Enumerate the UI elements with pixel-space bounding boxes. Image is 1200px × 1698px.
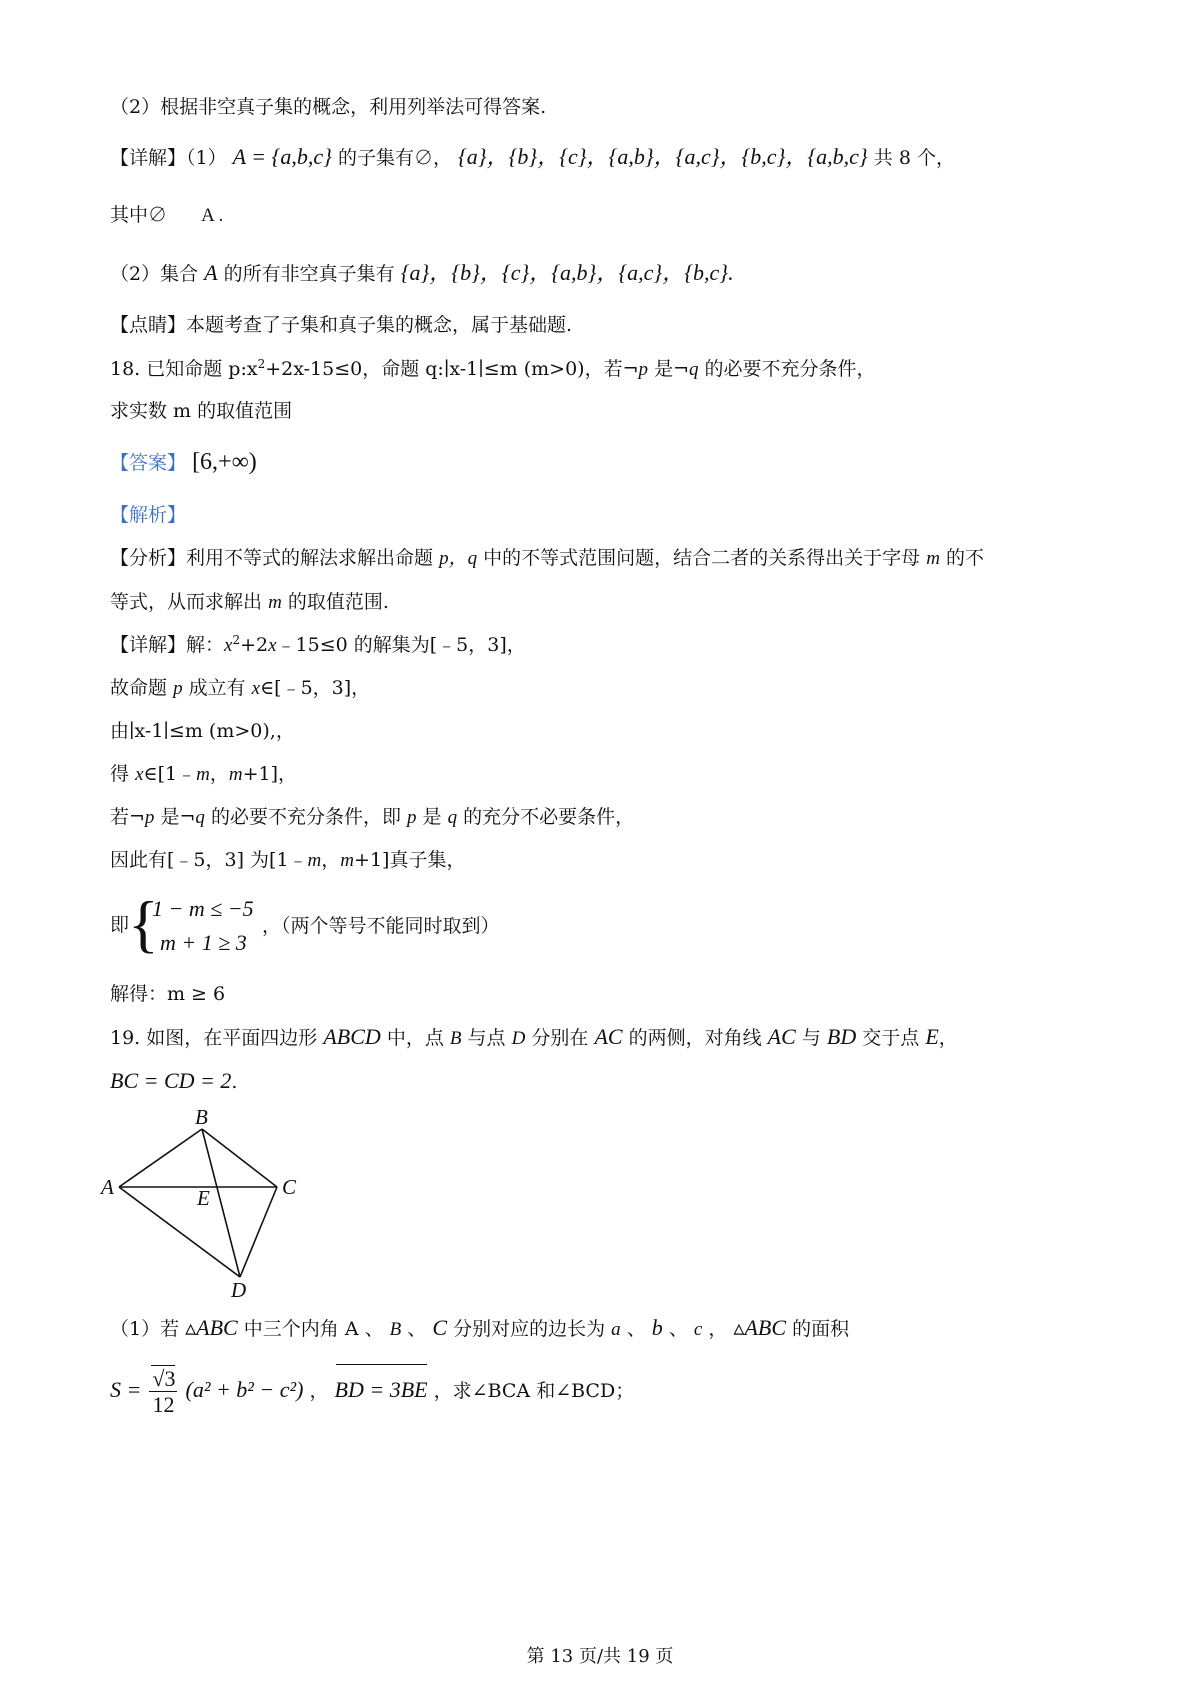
text: 的子集有∅，	[337, 147, 452, 169]
label-e: E	[197, 1186, 210, 1210]
text: ，求∠BCA 和∠BCD；	[433, 1380, 635, 1402]
sqrt: √3	[152, 1365, 176, 1391]
text: 的面积	[792, 1318, 850, 1340]
math: {a}，{b}，{c}，{a,b}，{a,c}，{b,c}，{a,b,c}	[458, 144, 868, 169]
math: (a² + b² − c²)	[185, 1377, 304, 1402]
text: 与点	[467, 1027, 506, 1049]
text-line: 由∣x-1∣≤m (m>0),，	[110, 720, 295, 742]
math: B	[389, 1319, 402, 1340]
text-line	[110, 802, 634, 833]
text: 中，点	[386, 1027, 444, 1049]
text: 的必要不充分条件，即	[210, 806, 401, 828]
fraction	[149, 1367, 177, 1418]
page-footer: 第 13 页/共 19 页	[526, 1646, 674, 1667]
text: A .	[201, 205, 224, 226]
math: BD	[826, 1024, 857, 1049]
math: m	[228, 764, 243, 785]
text: 因此有[﹣5，3] 为[1﹣	[110, 849, 308, 871]
text: 成立有	[188, 677, 246, 699]
text: 中三个内角 A 、	[243, 1318, 384, 1340]
text: +2x-15≤0，命题 q:∣x-1∣≤m (m>0)，若¬	[265, 358, 639, 380]
text: ﹣15≤0 的解集为[﹣5，3]，	[276, 634, 526, 656]
math: ▵ABC	[733, 1315, 787, 1340]
brace-icon: {	[128, 888, 159, 959]
text: 的所有非空真子集有	[223, 263, 395, 285]
edge-bc	[202, 1129, 277, 1187]
math: m	[340, 850, 355, 871]
text: +1]真子集，	[354, 849, 466, 871]
text: 故命题	[110, 677, 168, 699]
text: ∈[﹣5，3]，	[260, 677, 371, 699]
answer-label: 【答案】	[110, 452, 187, 474]
analysis-label: 【解析】	[110, 504, 187, 526]
label-c: C	[282, 1175, 297, 1199]
text: 19. 如图，在平面四边形	[110, 1027, 318, 1049]
text-line	[110, 200, 223, 231]
text-line	[110, 1313, 849, 1345]
math: q	[447, 807, 458, 828]
math: AC	[594, 1024, 623, 1049]
math: AC	[767, 1024, 796, 1049]
math: m	[926, 548, 940, 569]
math: S =	[110, 1377, 142, 1402]
math: q	[195, 807, 205, 828]
math: x	[224, 635, 233, 656]
math: m	[196, 764, 210, 785]
text: （1）若	[110, 1318, 180, 1340]
math: a	[611, 1319, 621, 1340]
math: B	[449, 1028, 462, 1049]
text: 等式，从而求解出	[110, 591, 263, 613]
text: 【分析】利用不等式的解法求解出命题	[110, 547, 434, 569]
edge-da	[119, 1187, 240, 1277]
text: ，	[708, 1318, 728, 1340]
math: A	[204, 260, 218, 285]
text: +1]，	[242, 763, 297, 785]
vector-equation: BD = 3BE	[335, 1362, 428, 1418]
math: E	[925, 1024, 939, 1049]
math: ▵ABC	[185, 1315, 238, 1340]
answer-value: [6,+∞)	[192, 449, 257, 475]
question-18	[110, 354, 876, 385]
text: 是	[422, 806, 442, 828]
math: ABCD	[323, 1024, 381, 1049]
math: D	[511, 1028, 526, 1049]
text: 是¬	[654, 358, 689, 380]
edge-ab	[119, 1129, 202, 1187]
text: 是¬	[160, 806, 196, 828]
text: 若¬	[110, 806, 145, 828]
text: 、	[626, 1318, 646, 1340]
math: m + 1 ≥ 3	[160, 930, 247, 955]
text-line	[110, 759, 297, 790]
text: 即	[110, 914, 130, 936]
text-line	[110, 587, 389, 618]
superscript: 2	[257, 357, 266, 371]
math: {a}，{b}，{c}，{a,b}，{a,c}，{b,c}.	[400, 260, 734, 285]
edge-cd	[240, 1187, 277, 1277]
math: m	[307, 850, 322, 871]
math: p，q	[439, 548, 478, 569]
text: 共 8 个，	[873, 147, 955, 169]
text: ，（两个等号不能同时取到）	[262, 915, 500, 937]
text-line: 解得：m ≥ 6	[110, 983, 226, 1005]
text: 的两侧，对角线	[628, 1027, 762, 1049]
math: 1 − m ≤ −5	[152, 896, 254, 921]
math: BC = CD = 2	[110, 1068, 232, 1093]
math: x	[135, 764, 144, 785]
text-line: 求实数 m 的取值范围	[110, 400, 293, 422]
text-line	[110, 543, 984, 574]
math: q	[688, 359, 699, 380]
text: +2	[240, 634, 269, 656]
text: 得	[110, 763, 130, 785]
text: 、	[407, 1318, 427, 1340]
text-line	[110, 845, 465, 876]
text: 18. 已知命题 p:x	[110, 358, 258, 380]
text-line: （2）根据非空真子集的概念，利用列举法可得答案.	[110, 96, 547, 118]
math: C	[432, 1315, 448, 1340]
text-line: 【点睛】本题考查了子集和真子集的概念，属于基础题.	[110, 314, 573, 336]
fraction-denominator: 12	[152, 1391, 175, 1417]
text: 的必要不充分条件，	[704, 358, 876, 380]
text: 【详解】解：	[110, 634, 225, 656]
text-line	[110, 630, 526, 661]
text: 【详解】（1）	[110, 147, 227, 169]
text: 与	[801, 1027, 821, 1049]
text: 交于点	[862, 1027, 920, 1049]
text-line	[110, 673, 370, 704]
text-line	[110, 258, 734, 289]
math: b	[651, 1315, 663, 1340]
quadrilateral-figure	[95, 1105, 315, 1300]
text: ，	[938, 1027, 958, 1049]
math: m	[268, 592, 282, 613]
text: ，	[209, 763, 229, 785]
math: x	[268, 635, 277, 656]
text-line: BC = CD = 2.	[110, 1068, 238, 1093]
text: 的取值范围.	[287, 591, 389, 613]
text-line	[110, 142, 955, 173]
superscript: 2	[232, 633, 241, 647]
text: （2）集合	[110, 263, 199, 285]
question-19	[110, 1022, 958, 1054]
text: ∈[1﹣	[143, 763, 197, 785]
math: p	[144, 807, 155, 828]
math: p	[173, 678, 183, 699]
math: x	[251, 678, 261, 699]
text: 的充分不必要条件，	[463, 806, 635, 828]
label-d: D	[231, 1278, 247, 1300]
text: 、	[668, 1318, 688, 1340]
math: p	[638, 359, 649, 380]
math: A = {a,b,c}	[232, 144, 332, 169]
answer	[110, 447, 257, 478]
label-a: A	[101, 1175, 114, 1199]
text: 的不	[945, 547, 984, 569]
label-b: B	[195, 1105, 208, 1129]
fraction-numerator	[149, 1367, 177, 1392]
text: 中的不等式范围问题，结合二者的关系得出关于字母	[483, 547, 921, 569]
text: 分别在	[531, 1027, 589, 1049]
text: 分别对应的边长为	[453, 1318, 606, 1340]
math: c	[693, 1319, 703, 1340]
area-formula: S = $\frac{√3}{12}$ (a² + b² − c²) ， BD = 3BE ，求∠BCA 和∠BCD；	[110, 1362, 634, 1419]
text: ，	[321, 849, 341, 871]
math: p	[407, 807, 417, 828]
text: 其中∅	[110, 204, 168, 226]
